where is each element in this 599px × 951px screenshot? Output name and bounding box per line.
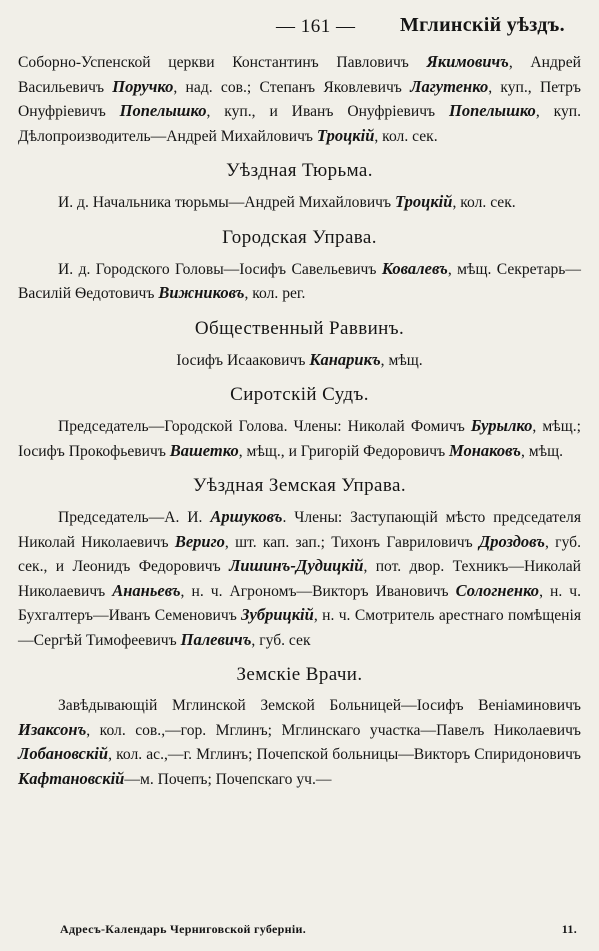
- running-title: Мглинскій уѣздъ.: [400, 14, 565, 36]
- page-number: — 161 —: [276, 16, 356, 37]
- paragraph-city-council: И. д. Городского Головы—Іосифъ Савельевичъ Ковалевъ, мѣщ. Секретарь—Василій Ѳедотовичъ Вижниковъ, кол. рег.: [18, 258, 582, 302]
- section-title-prison: Уѣздная Тюрьма.: [226, 160, 373, 181]
- paragraph-orphan-court: Председатель—Городской Голова. Члены: Николай Фомичъ Бурылко, мѣщ.; Іосифъ Прокофьевичъ Вашетко, мѣщ., и Григорій Федоровичъ Монаковъ, мѣщ.: [18, 416, 582, 460]
- paragraph-cathedral-council: Соборно-Успенской церкви Константинъ Павловичъ Якимовичъ, Андрей Васильевичъ Поручко, над. сов.; Степанъ Яковлевичъ Лагутенко, куп., Петръ Онуфріевичъ Попелышко, куп., и Иванъ Онуфріевичъ Попелышко, куп. Дѣлопроизводитель—Андрей Михайловичъ Троцкій, кол. сек.: [18, 52, 581, 145]
- section-title-orphan-court: Сиротскій Судъ.: [230, 384, 369, 405]
- page-header: [18, 10, 581, 50]
- paragraph-prison: И. д. Начальника тюрьмы—Андрей Михайловичъ Троцкій, кол. сек.: [58, 192, 516, 211]
- paragraph-zemstvo-doctors: Завѣдывающій Мглинской Земской Больницей—Іосифъ Веніаминовичъ Изаксонъ, кол. сов.,—гор. Мглинъ; Мглинскаго участка—Павелъ Николаевичъ Лобановскій, кол. ас.,—г. Мглинъ; Почепской больницы—Викторъ Спиридоновичъ Кафтановскій—м. Почепъ; Почепскаго уч.—: [18, 697, 581, 788]
- section-title-rabbi: Общественный Раввинъ.: [194, 317, 405, 339]
- footer-publication-title: Адресъ-Календарь Черниговской губерніи.: [60, 922, 307, 936]
- paragraph-rabbi: Іосифъ Исааковичъ Канарикъ, мѣщ.: [176, 349, 423, 369]
- section-title-city-council: Городская Управа.: [222, 226, 377, 248]
- section-title-zemstvo-doctors: Земскіе Врачи.: [236, 664, 363, 685]
- paragraph-zemstvo-board: Председатель—А. И. Аршуковъ. Члены: Заступающій мѣсто председателя Николай Николаевичъ Вериго, шт. кап. зап.; Тихонъ Гавриловичъ Дроздовъ, губ. сек., и Леонидъ Федоровичъ Лишинъ-Дудицкій, пот. двор. Техникъ—Николай Николаевичъ Ананьевъ, н. ч. Агрономъ—Викторъ Ивановичъ Сологненко, н. ч. Бухгалтеръ—Иванъ Семеновичъ Зубрицкій, н. ч. Смотритель арестнаго помѣщенія—Сергѣй Тимофеевичъ Палевичъ, губ. сек: [18, 507, 581, 649]
- footer-signature-mark: 11.: [561, 922, 577, 936]
- section-title-zemstvo-board: Уѣздная Земская Управа.: [193, 475, 406, 496]
